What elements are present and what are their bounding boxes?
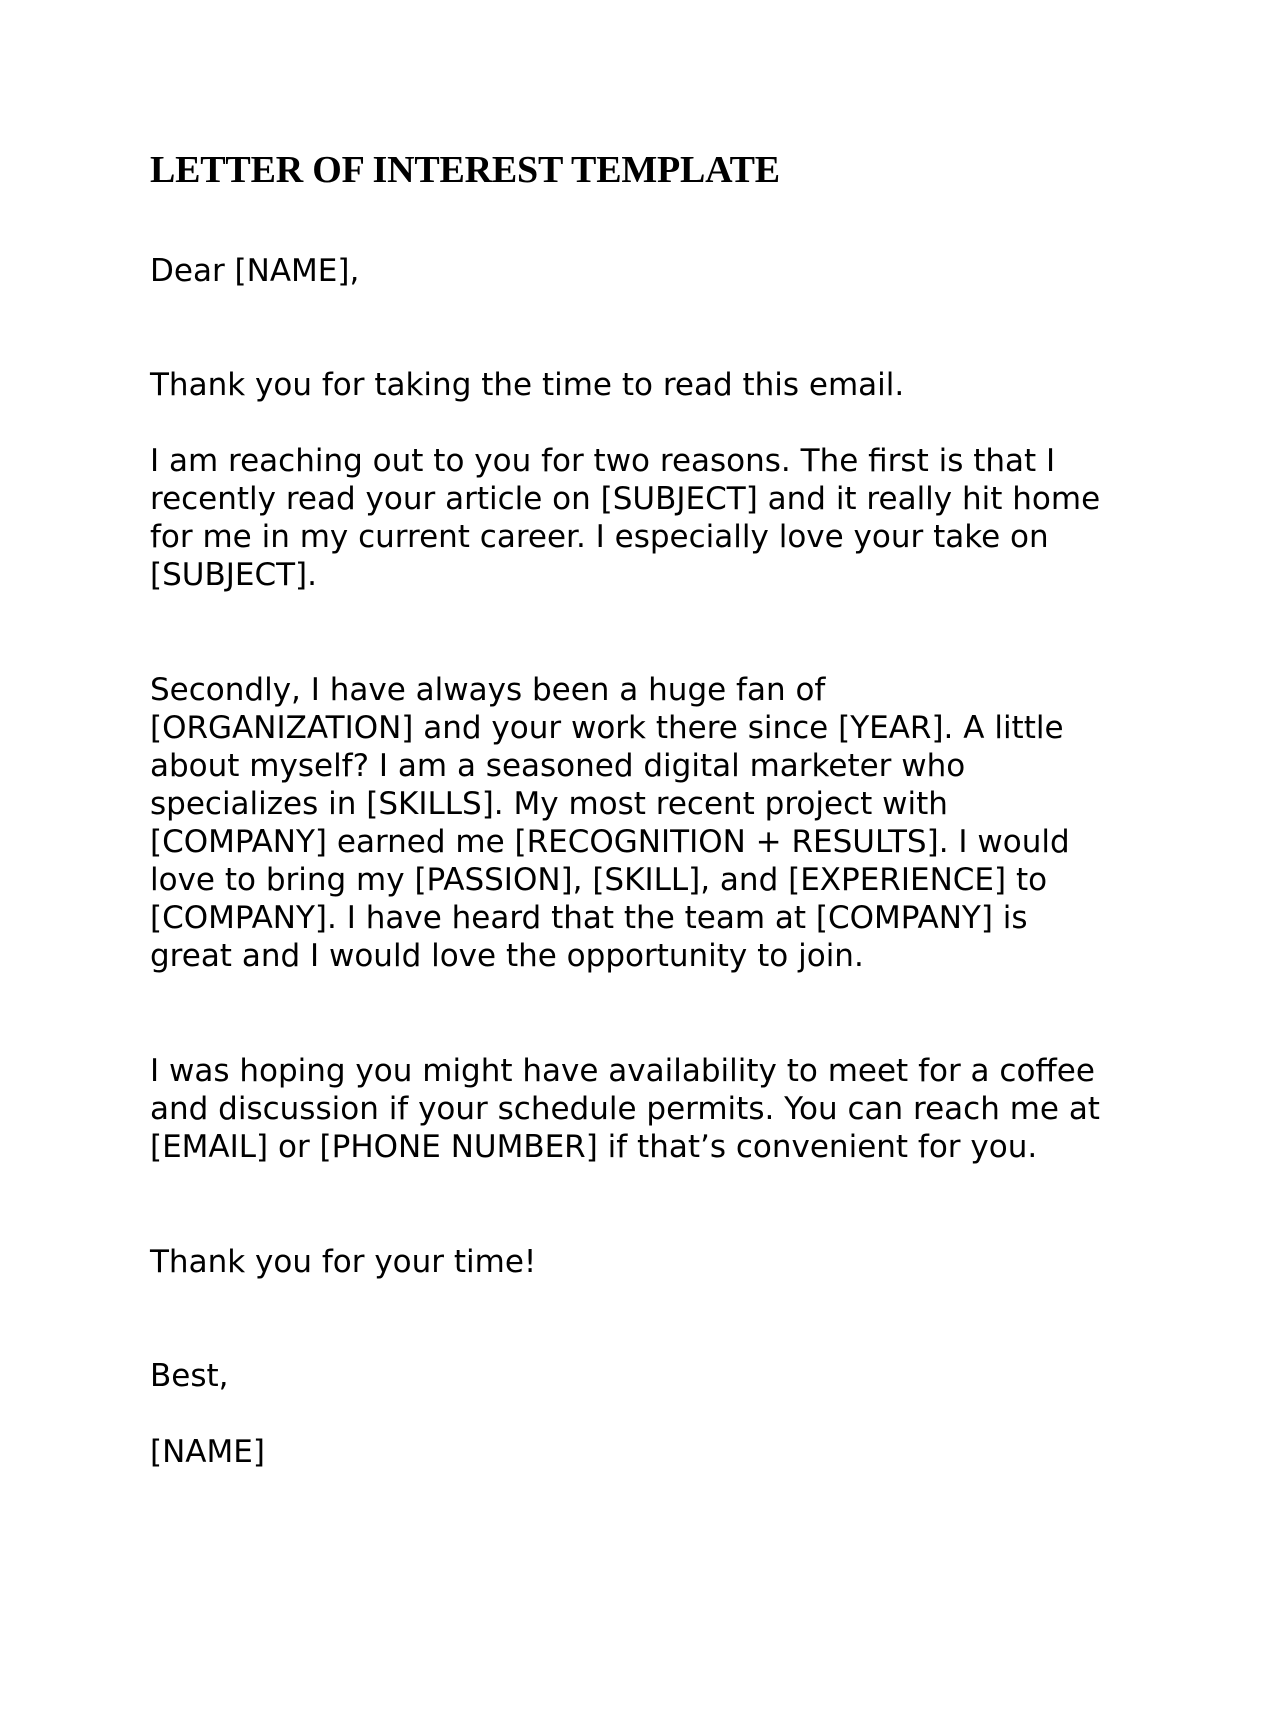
paragraph-line: for me in my current career. I especially love your take on (150, 519, 1049, 555)
paragraph-line: and discussion if your schedule permits. You can reach me at (150, 1091, 1100, 1127)
paragraph-line: I am reaching out to you for two reasons. The first is that I (150, 443, 1056, 479)
paragraph-line: [EMAIL] or [PHONE NUMBER] if that’s convenient for you. (150, 1129, 1038, 1165)
thanks-line: Thank you for your time! (150, 1244, 537, 1280)
paragraph-about-me (150, 671, 1070, 975)
salutation: Dear [NAME], (150, 253, 360, 289)
paragraph-line: I was hoping you might have availability to meet for a coffee (150, 1053, 1095, 1089)
closing: Best, (150, 1358, 229, 1394)
intro-line: Thank you for taking the time to read this email. (150, 367, 905, 403)
paragraph-reasons (150, 442, 1100, 594)
paragraph-line: Secondly, I have always been a huge fan of (150, 672, 826, 708)
paragraph-line: about myself? I am a seasoned digital marketer who (150, 748, 966, 784)
paragraph-line: [SUBJECT]. (150, 557, 317, 593)
paragraph-line: [ORGANIZATION] and your work there since [YEAR]. A little (150, 710, 1064, 746)
paragraph-line: [COMPANY] earned me [RECOGNITION + RESULTS]. I would (150, 824, 1070, 860)
paragraph-meeting-request (150, 1052, 1100, 1166)
paragraph-line: love to bring my [PASSION], [SKILL], and [EXPERIENCE] to (150, 862, 1048, 898)
paragraph-line: [COMPANY]. I have heard that the team at [COMPANY] is (150, 900, 1028, 936)
paragraph-line: specializes in [SKILLS]. My most recent project with (150, 786, 948, 822)
document-title: LETTER OF INTEREST TEMPLATE (150, 149, 780, 191)
signature-name: [NAME] (150, 1434, 265, 1470)
paragraph-line: recently read your article on [SUBJECT] and it really hit home (150, 481, 1101, 517)
paragraph-line: great and I would love the opportunity to join. (150, 938, 864, 974)
